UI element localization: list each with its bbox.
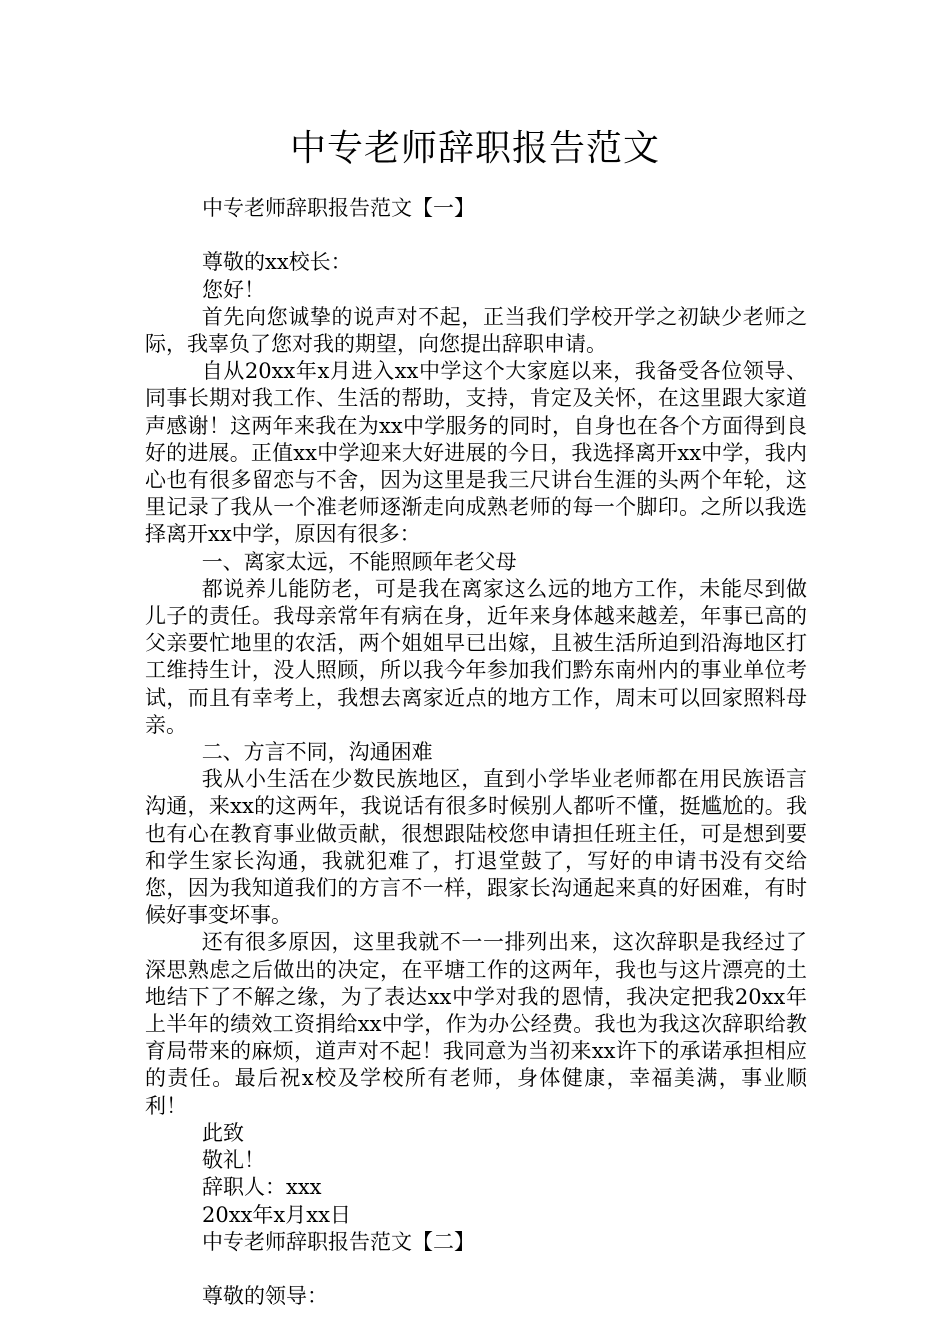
date: 20xx年x月xx日 — [202, 1202, 351, 1227]
closing-line: 敬礼！ — [202, 1148, 265, 1173]
section-heading-1: 中专老师辞职报告范文【一】 — [202, 196, 475, 220]
salutation: 尊敬的xx校长： — [202, 250, 352, 275]
signature: 辞职人：xxx — [202, 1175, 322, 1200]
body-paragraph: 我从小生活在少数民族地区，直到小学毕业老师都在用民族语言沟通，来xx的这两年，我说话有很多时候别人都听不懂，挺尴尬的。我也有心在教育事业做贡献，很想跟陆校您申请担任班主任，可是想到要和学生家长沟通，我就犯难了，打退堂鼓了，写好的申请书没有交给您，因为我知道我们的方言不一样，跟家长沟通起来真的好困难，有时候好事变坏事。 — [145, 767, 807, 928]
blank-line — [145, 222, 807, 249]
blank-line — [145, 1256, 807, 1283]
salutation-2: 尊敬的领导： — [202, 1284, 328, 1309]
document-title: 中专老师辞职报告范文 — [289, 128, 660, 169]
closing-line: 此致 — [202, 1120, 244, 1145]
section-heading-2: 中专老师辞职报告范文【二】 — [202, 1229, 475, 1254]
document-body — [145, 195, 807, 1310]
body-paragraph: 自从20xx年x月进入xx中学这个大家庭以来，我备受各位领导、同事长期对我工作、生活的帮助，支持，肯定及关怀，在这里跟大家道声感谢！这两年来我在为xx中学服务的同时，自身也在各个方面得到良好的进展。正值xx中学迎来大好进展的今日，我选择离开xx中学，我内心也有很多留恋与不舍，因为这里是我三尺讲台生涯的头两个年轮，这里记录了我从一个准老师逐渐走向成熟老师的每一个脚印。之所以我选择离开xx中学，原因有很多： — [145, 359, 807, 547]
reason-heading: 二、方言不同，沟通困难 — [201, 740, 433, 765]
greeting: 您好！ — [202, 277, 265, 302]
body-paragraph: 还有很多原因，这里我就不一一排列出来，这次辞职是我经过了深思熟虑之后做出的决定，在平塘工作的这两年，我也与这片漂亮的土地结下了不解之缘，为了表达xx中学对我的恩情，我决定把我20xx年上半年的绩效工资捐给xx中学，作为办公经费。我也为我这次辞职给教育局带来的麻烦，道声对不起！我同意为当初来xx许下的承诺承担相应的责任。最后祝x校及学校所有老师，身体健康，幸福美满，事业顺利！ — [145, 930, 807, 1118]
body-paragraph: 都说养儿能防老，可是我在离家这么远的地方工作，未能尽到做儿子的责任。我母亲常年有病在身，近年来身体越来越差，年事已高的父亲要忙地里的农活，两个姐姐早已出嫁，且被生活所迫到沿海地区打工维持生计，没人照顾，所以我今年参加我们黔东南州内的事业单位考试，而且有幸考上，我想去离家近点的地方工作，周末可以回家照料母亲。 — [145, 576, 807, 737]
reason-heading: 一、离家太远，不能照顾年老父母 — [201, 549, 517, 574]
body-paragraph: 首先向您诚挚的说声对不起，正当我们学校开学之初缺少老师之际，我辜负了您对我的期望，向您提出辞职申请。 — [145, 304, 807, 356]
